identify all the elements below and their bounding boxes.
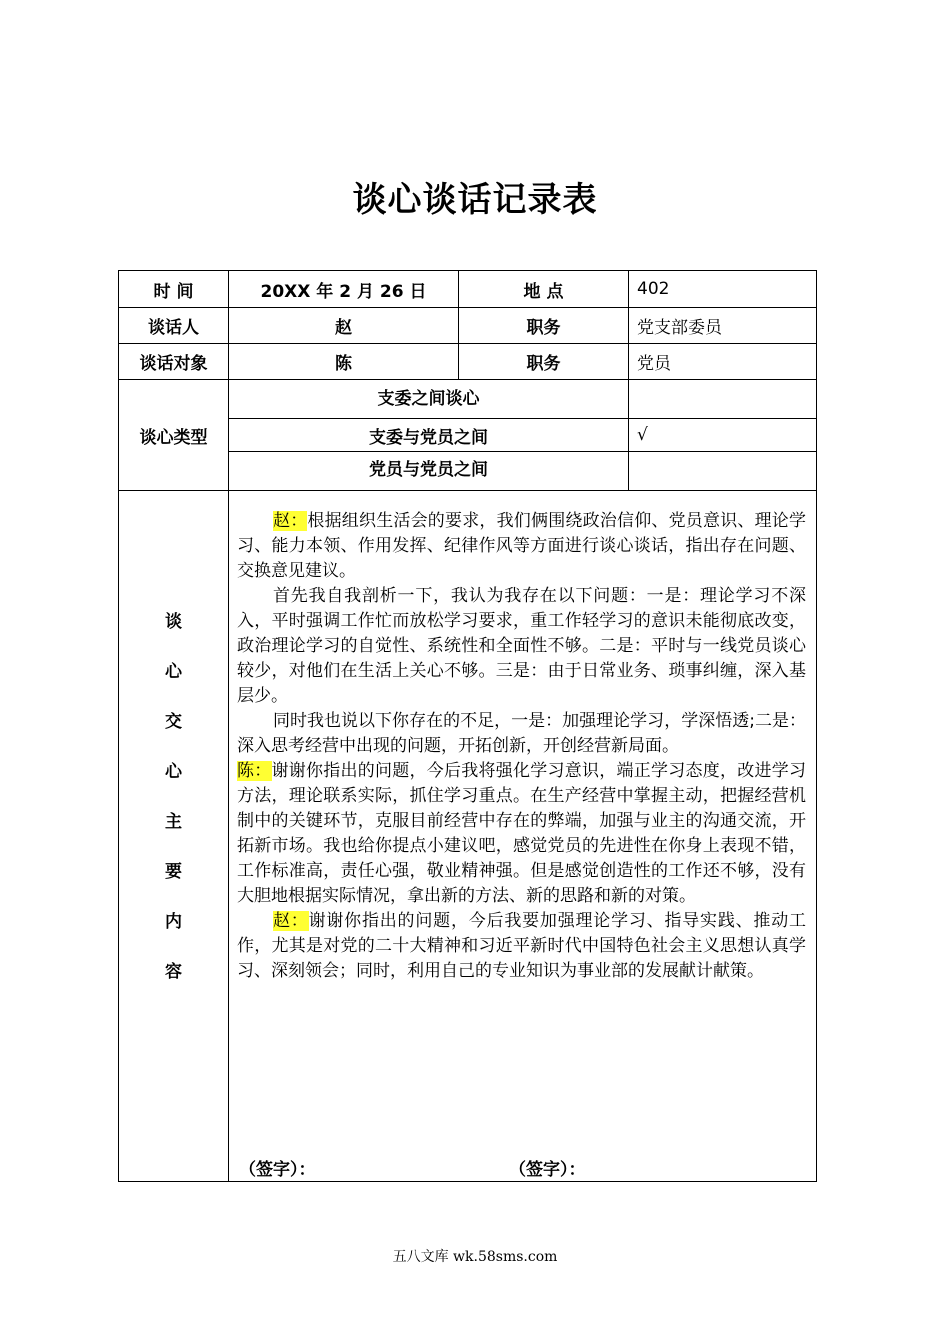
content-label-char: 交 (165, 712, 182, 732)
content-label-char: 谈 (165, 612, 182, 632)
type-option-label: 支委之间谈心 (229, 380, 629, 419)
talker-value: 赵 (229, 308, 459, 344)
target-position-label: 职务 (459, 344, 629, 380)
content-paragraph (237, 709, 806, 759)
type-option-mark: √ (629, 419, 817, 452)
type-option-label: 支委与党员之间 (229, 419, 629, 452)
time-label: 时 间 (119, 271, 229, 308)
target-position-value: 党员 (629, 344, 817, 380)
content-label-char: 要 (165, 862, 182, 882)
content-label-char: 主 (165, 812, 182, 832)
type-option-label: 党员与党员之间 (229, 452, 629, 491)
paragraph-text: 同时我也说以下你存在的不足，一是：加强理论学习，学深悟透;二是：深入思考经营中出现的问题，开拓创新，开创经营新局面。 (237, 711, 806, 756)
speaker-highlight: 赵： (273, 511, 308, 531)
speaker-highlight: 赵： (273, 911, 309, 931)
target-value: 陈 (229, 344, 459, 380)
content-label-char: 内 (165, 912, 182, 932)
time-value: 20XX 年 2 月 26 日 (229, 271, 459, 308)
talker-position-label: 职务 (459, 308, 629, 344)
signature-right: （签字）： (509, 1160, 586, 1180)
content-cell (229, 491, 817, 1182)
content-label-char: 容 (165, 962, 182, 982)
content-label-cell (119, 491, 229, 1182)
signature-left: （签字）： (239, 1160, 316, 1180)
record-table (118, 270, 817, 1182)
content-paragraph (237, 509, 806, 584)
footer-watermark: 五八文库 wk.58sms.com (392, 1249, 558, 1265)
content-label-char: 心 (165, 762, 182, 782)
content-text (229, 491, 816, 984)
content-paragraph (237, 759, 806, 909)
content-label-char: 心 (165, 662, 182, 682)
target-row (119, 344, 817, 380)
page-title: 谈心谈话记录表 (352, 180, 598, 220)
type-label: 谈心类型 (119, 380, 229, 491)
speaker-highlight: 陈： (237, 761, 272, 781)
type-option-mark (629, 380, 817, 419)
content-row (119, 491, 817, 1182)
talker-position-value: 党支部委员 (629, 308, 817, 344)
paragraph-text: 首先我自我剖析一下，我认为我存在以下问题：一是：理论学习不深入，平时强调工作忙而放松学习要求，重工作轻学习的意识未能彻底改变，政治理论学习的自觉性、系统性和全面性不够。二是：平时与一线党员谈心较少，对他们在生活上关心不够。三是：由于日常业务、琐事纠缠，深入基层少。 (237, 586, 806, 706)
paragraph-text: 谢谢你指出的问题，今后我要加强理论学习、指导实践、推动工作，尤其是对党的二十大精神和习近平新时代中国特色社会主义思想认真学习、深刻领会；同时，利用自己的专业知识为事业部的发展献计献策。 (237, 911, 807, 981)
content-label (119, 491, 228, 997)
talker-row (119, 308, 817, 344)
type-option-mark (629, 452, 817, 491)
signature-row (237, 1155, 797, 1179)
place-value: 402 (629, 271, 817, 308)
target-label: 谈话对象 (119, 344, 229, 380)
content-paragraph (237, 584, 806, 709)
content-paragraph (237, 909, 806, 984)
time-row (119, 271, 817, 308)
paragraph-text: 谢谢你指出的问题，今后我将强化学习意识，端正学习态度，改进学习方法，理论联系实际，抓住学习重点。在生产经营中掌握主动，把握经营机制中的关键环节，克服目前经营中存在的弊端，加强与业主的沟通交流，开拓新市场。我也给你提点小建议吧，感觉党员的先进性在你身上表现不错，工作标准高，责任心强，敬业精神强。但是感觉创造性的工作还不够，没有大胆地根据实际情况，拿出新的方法、新的思路和新的对策。 (237, 761, 806, 906)
talker-label: 谈话人 (119, 308, 229, 344)
type-row-1 (119, 380, 817, 419)
place-label: 地 点 (459, 271, 629, 308)
paragraph-text: 根据组织生活会的要求，我们俩围绕政治信仰、党员意识、理论学习、能力本领、作用发挥、纪律作风等方面进行谈心谈话，指出存在问题、交换意见建议。 (237, 511, 807, 581)
